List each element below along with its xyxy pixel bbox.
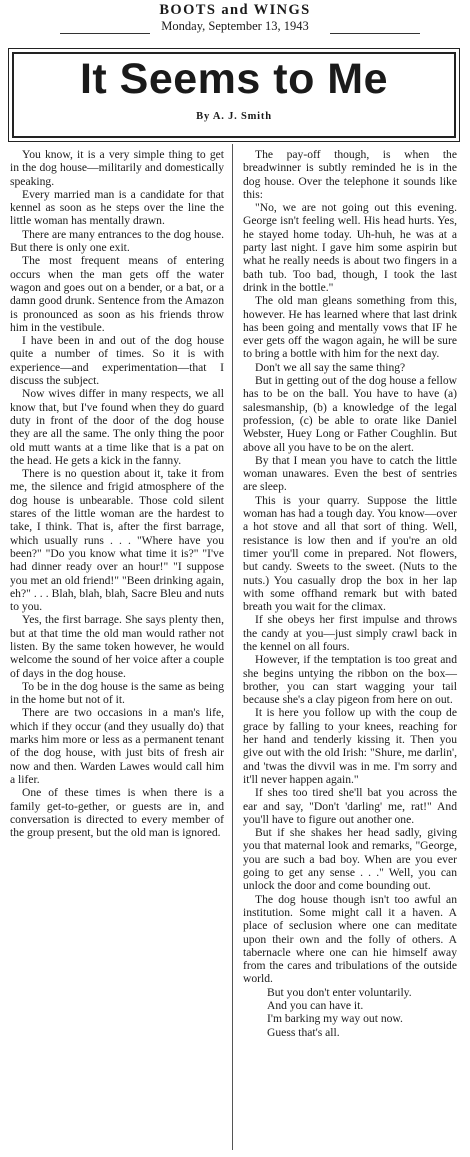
byline: By A. J. Smith [196,111,272,122]
paragraph: Yes, the first barrage. She says plenty then, but at that time the old man would rather not listen. By the same token however, he would welcome the sound of her voice after a couple of days in the dog house. [10,613,224,680]
paragraph: The dog house though isn't too awful an institution. Some might call it a haven. A place of seclusion where one can meditate upon their own and the folly of others. A tabernacle where one can hie himself away from the cares and tribulations of the outside world. [243,892,457,986]
column-divider [232,144,233,1150]
paragraph: You know, it is a very simple thing to get in the dog house—militarily and domestically speaking. [10,148,224,188]
paragraph: "No, we are not going out this evening. George isn't feeling well. His head hurts. Yes, he stayed home today. Uh-huh, he was at a party last night. I gave him some aspirin but what he really needs is about two fingers in a bath tub. Too bad, though, I took the last drink in the bottle." [243,201,457,294]
paragraph: To be in the dog house is the same as being in the home but not of it. [10,679,224,707]
paragraph: The pay-off though, is when the breadwinner is subtly reminded he is in the dog house. Over the telephone it sounds like this: [243,148,457,201]
closing-line: I'm barking my way out now. [267,1012,403,1026]
paragraph: One of these times is when there is a family get-to-gether, or guests are in, and conversation is directed to every member of the group present, but the old man is ignored. [10,786,224,840]
paragraph: If shes too tired she'll bat you across the ear and say, "Don't 'darling' me, rat!" And you'll have to figure out another one. [243,786,457,826]
paragraph: However, if the temptation is too great and she begins untying the ribbon on the box—brother, you can start wagging your tail because she's a clay pigeon from here on out. [243,653,457,707]
date-rule-left [60,33,150,34]
paragraph: There are two occasions in a man's life, which if they occur (and they usually do) that marks him more or less as a permanent tenant of the dog house, with just bits of fresh air now and then. Warden Lawes would call him a lifer. [10,706,224,786]
publication-name: BOOTS and WINGS [159,2,311,18]
date-rule-right [330,33,420,34]
paragraph: It is here you follow up with the coup de grace by falling to your knees, reaching for her hand and tenderly kissing it. Then you give out with the old Irish: "Shure, me darlin', and 'twas the divvil was in me. I'm sorry and it'll never happen again." [243,706,457,786]
paragraph: But in getting out of the dog house a fellow has to be on the ball. You have to have (a) salesmanship, (b) a knowledge of the legal profession, (c) be able to orate like Daniel Webster, Huey Long or Father Coughlin. But above all you have to be on the alert. [243,374,457,454]
paragraph: Now wives differ in many respects, we all know that, but I've found when they do guard duty in front of the door of the dog house they are all the same. The only thing the poor old mutt wants at a time like that is a pat on the head. He gets a kick in the fanny. [10,387,224,467]
paragraph: By that I mean you have to catch the little woman unawares. Even the best of sentries are sleep. [243,453,457,494]
paragraph: The old man gleans something from this, however. He has learned where that last drink has been going and mentally vows that IF he ever gets off the wagon again, he will be sure to bring a bottle with him for the next day. [243,294,457,361]
masthead [0,2,470,34]
headline: It Seems to Me [79,55,389,103]
closing-line: And you can have it. [267,999,364,1012]
paragraph: But if she shakes her head sadly, giving you that maternal look and remarks, "George, you are such a bad boy. When are you ever going to get any sense . . ." Well, you can unlock the door and come bounding out. [243,826,457,893]
paragraph: I have been in and out of the dog house quite a number of times. So it is with experience—and experimentation—that I discuss the subject. [10,334,224,388]
paragraph: Every married man is a candidate for that kennel as soon as he steps over the line the little woman has mentally drawn. [10,187,224,228]
left-column [10,148,224,839]
paragraph: Don't we all say the same thing? [255,360,406,374]
right-column [243,148,457,1039]
paragraph: If she obeys her first impulse and throws the candy at you—just simply crawl back in the kennel on all fours. [243,613,457,653]
paragraph: The most frequent means of entering occurs when the man gets off the water wagon and goes out on a bender, or a bat, or a damn good drunk. Sentence from the Amazon is pronounced as soon as his friends throw him in the vestibule. [10,254,224,334]
paragraph: There is no question about it, take it from me, the silence and frigid atmosphere of the dog house is unbearable. Those cold silent stares of the little woman are the hardest to take, I think. That is, after the first barrage, which usually runs . . . "Where have you been?" "Do you know what time it is?" "I've had dinner ready over an hour!" "I suppose you met an old friend!" "Been drinking again, eh?" . . . Blah, blah, blah, Sacre Bleu and nuts to you. [10,467,224,614]
headline-box [8,48,460,142]
publication-date: Monday, September 13, 1943 [161,19,309,33]
closing-line: Guess that's all. [267,1025,340,1039]
closing-line: But you don't enter voluntarily. [267,985,412,999]
paragraph: This is your quarry. Suppose the little woman has had a tough day. You know—over a hot stove and all that sort of thing. Well, resistance is low then and if you're an old timer you'll come in prepared. Not flowers, but candy. Sweets to the sweet. (Nuts to the nuts.) You casually drop the box in her lap with some offhand remark but with bated breath you wait for the climax. [243,493,457,614]
paragraph: There are many entrances to the dog house. But there is only one exit. [10,227,224,255]
